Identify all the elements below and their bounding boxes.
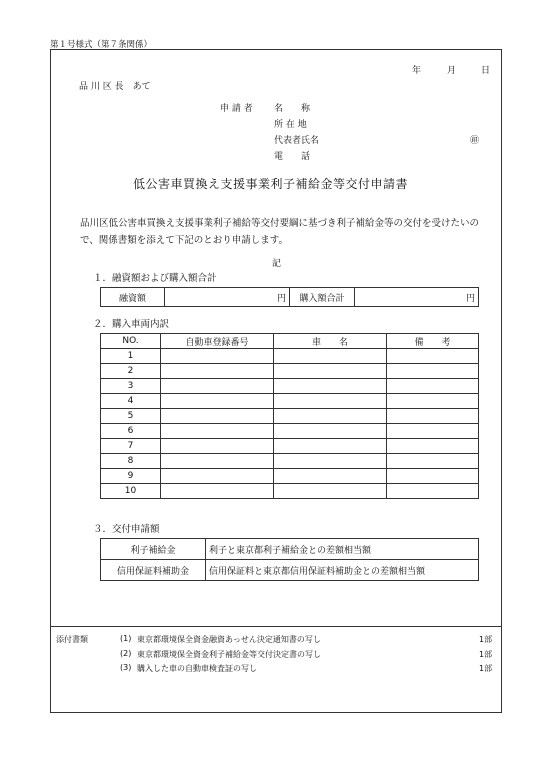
seal-mark-icon: ㊞ bbox=[470, 136, 480, 146]
applicant-phone-field: 電 話 bbox=[274, 152, 311, 162]
attachment-divider bbox=[50, 626, 502, 627]
registration-cell bbox=[161, 469, 274, 484]
attachment-text: 東京都環境保全資金融資あっせん決定通知書の写し bbox=[137, 635, 321, 644]
vehicle-name-cell bbox=[274, 349, 387, 364]
vehicle-row-no: 10 bbox=[101, 484, 161, 499]
addressee: 品 川 区 長 あて bbox=[79, 82, 151, 92]
remarks-cell bbox=[387, 364, 479, 379]
purchase-total-value: 円 bbox=[355, 288, 479, 307]
document-title: 低公害車買換え支援事業利子補給金等交付申請書 bbox=[132, 177, 408, 191]
vehicle-name-cell bbox=[274, 379, 387, 394]
applicant-label: 申 請 者 bbox=[220, 104, 253, 114]
vehicle-name-cell bbox=[274, 424, 387, 439]
vehicle-name-cell bbox=[274, 484, 387, 499]
registration-cell bbox=[161, 364, 274, 379]
registration-cell bbox=[161, 454, 274, 469]
vehicle-name-cell bbox=[274, 364, 387, 379]
subsidy-table bbox=[100, 538, 479, 581]
vehicle-name-cell bbox=[274, 409, 387, 424]
attachment-no: (2) bbox=[120, 649, 132, 658]
loan-amount-label: 融資額 bbox=[101, 288, 165, 307]
table-row bbox=[101, 349, 479, 364]
table-row bbox=[101, 454, 479, 469]
ki-label: 記 bbox=[272, 259, 282, 269]
registration-cell bbox=[161, 424, 274, 439]
table-row bbox=[101, 439, 479, 454]
applicant-address-field: 所 在 地 bbox=[274, 120, 307, 130]
registration-cell bbox=[161, 349, 274, 364]
attachment-text: 購入した車の自動車検査証の写し bbox=[137, 664, 257, 673]
attachment-no: (1) bbox=[120, 634, 132, 643]
vehicle-row-no: 3 bbox=[101, 379, 161, 394]
subsidy-desc-guarantee: 信用保証料と東京都信用保証料補助金との差額相当額 bbox=[206, 560, 479, 581]
vehicle-name-cell bbox=[274, 439, 387, 454]
subsidy-desc-interest: 利子と東京都利子補給金との差額相当額 bbox=[206, 539, 479, 560]
table-row bbox=[101, 364, 479, 379]
remarks-cell bbox=[387, 424, 479, 439]
vehicle-header-registration: 自動車登録番号 bbox=[161, 334, 274, 349]
vehicle-row-no: 2 bbox=[101, 364, 161, 379]
amount-table bbox=[100, 287, 479, 307]
purchase-total-label: 購入額合計 bbox=[290, 288, 355, 307]
vehicle-header-no: NO. bbox=[101, 334, 161, 349]
registration-cell bbox=[161, 409, 274, 424]
registration-cell bbox=[161, 484, 274, 499]
table-row bbox=[101, 424, 479, 439]
vehicle-name-cell bbox=[274, 454, 387, 469]
intro-text: 品川区低公害車買換え支援事業利子補給等交付要綱に基づき利子補給金等の交付を受けたいので、関係書類を添えて下記のとおり申請します。 bbox=[80, 218, 480, 246]
vehicle-table bbox=[100, 333, 479, 499]
vehicle-row-no: 6 bbox=[101, 424, 161, 439]
remarks-cell bbox=[387, 349, 479, 364]
form-number: 第１号様式（第７条関係） bbox=[50, 40, 153, 50]
vehicle-name-cell bbox=[274, 469, 387, 484]
section2-heading: ２．購入車両内訳 bbox=[93, 319, 170, 330]
remarks-cell bbox=[387, 439, 479, 454]
remarks-cell bbox=[387, 469, 479, 484]
vehicle-row-no: 1 bbox=[101, 349, 161, 364]
date-month-label: 月 bbox=[447, 66, 457, 76]
registration-cell bbox=[161, 379, 274, 394]
vehicle-row-no: 7 bbox=[101, 439, 161, 454]
vehicle-row-no: 9 bbox=[101, 469, 161, 484]
attachment-qty: 1部 bbox=[479, 650, 493, 659]
registration-cell bbox=[161, 439, 274, 454]
section1-heading: １．融資額および購入額合計 bbox=[93, 273, 217, 284]
attachment-no: (3) bbox=[120, 663, 132, 672]
vehicle-name-cell bbox=[274, 394, 387, 409]
attachment-qty: 1部 bbox=[479, 635, 493, 644]
section3-heading: ３．交付申請額 bbox=[93, 524, 160, 535]
vehicle-header-name: 車 名 bbox=[274, 334, 387, 349]
table-row bbox=[101, 379, 479, 394]
remarks-cell bbox=[387, 379, 479, 394]
date-year-label: 年 bbox=[412, 66, 422, 76]
remarks-cell bbox=[387, 454, 479, 469]
table-row bbox=[101, 469, 479, 484]
vehicle-row-no: 8 bbox=[101, 454, 161, 469]
remarks-cell bbox=[387, 484, 479, 499]
vehicle-header-remarks: 備 考 bbox=[387, 334, 479, 349]
registration-cell bbox=[161, 394, 274, 409]
remarks-cell bbox=[387, 409, 479, 424]
attachment-qty: 1部 bbox=[479, 664, 493, 673]
applicant-name-field: 名 称 bbox=[274, 104, 311, 114]
remarks-cell bbox=[387, 394, 479, 409]
subsidy-label-interest: 利子補給金 bbox=[101, 539, 206, 560]
subsidy-label-guarantee: 信用保証料補助金 bbox=[101, 560, 206, 581]
attachment-text: 東京都環境保全資金利子補給金等交付決定書の写し bbox=[137, 650, 321, 659]
table-row bbox=[101, 484, 479, 499]
loan-amount-value: 円 bbox=[165, 288, 290, 307]
date-day-label: 日 bbox=[481, 66, 491, 76]
vehicle-row-no: 5 bbox=[101, 409, 161, 424]
table-row bbox=[101, 394, 479, 409]
applicant-rep-field: 代表者氏名 bbox=[274, 136, 320, 146]
attachments-label: 添付書類 bbox=[56, 635, 88, 644]
table-row bbox=[101, 409, 479, 424]
vehicle-row-no: 4 bbox=[101, 394, 161, 409]
